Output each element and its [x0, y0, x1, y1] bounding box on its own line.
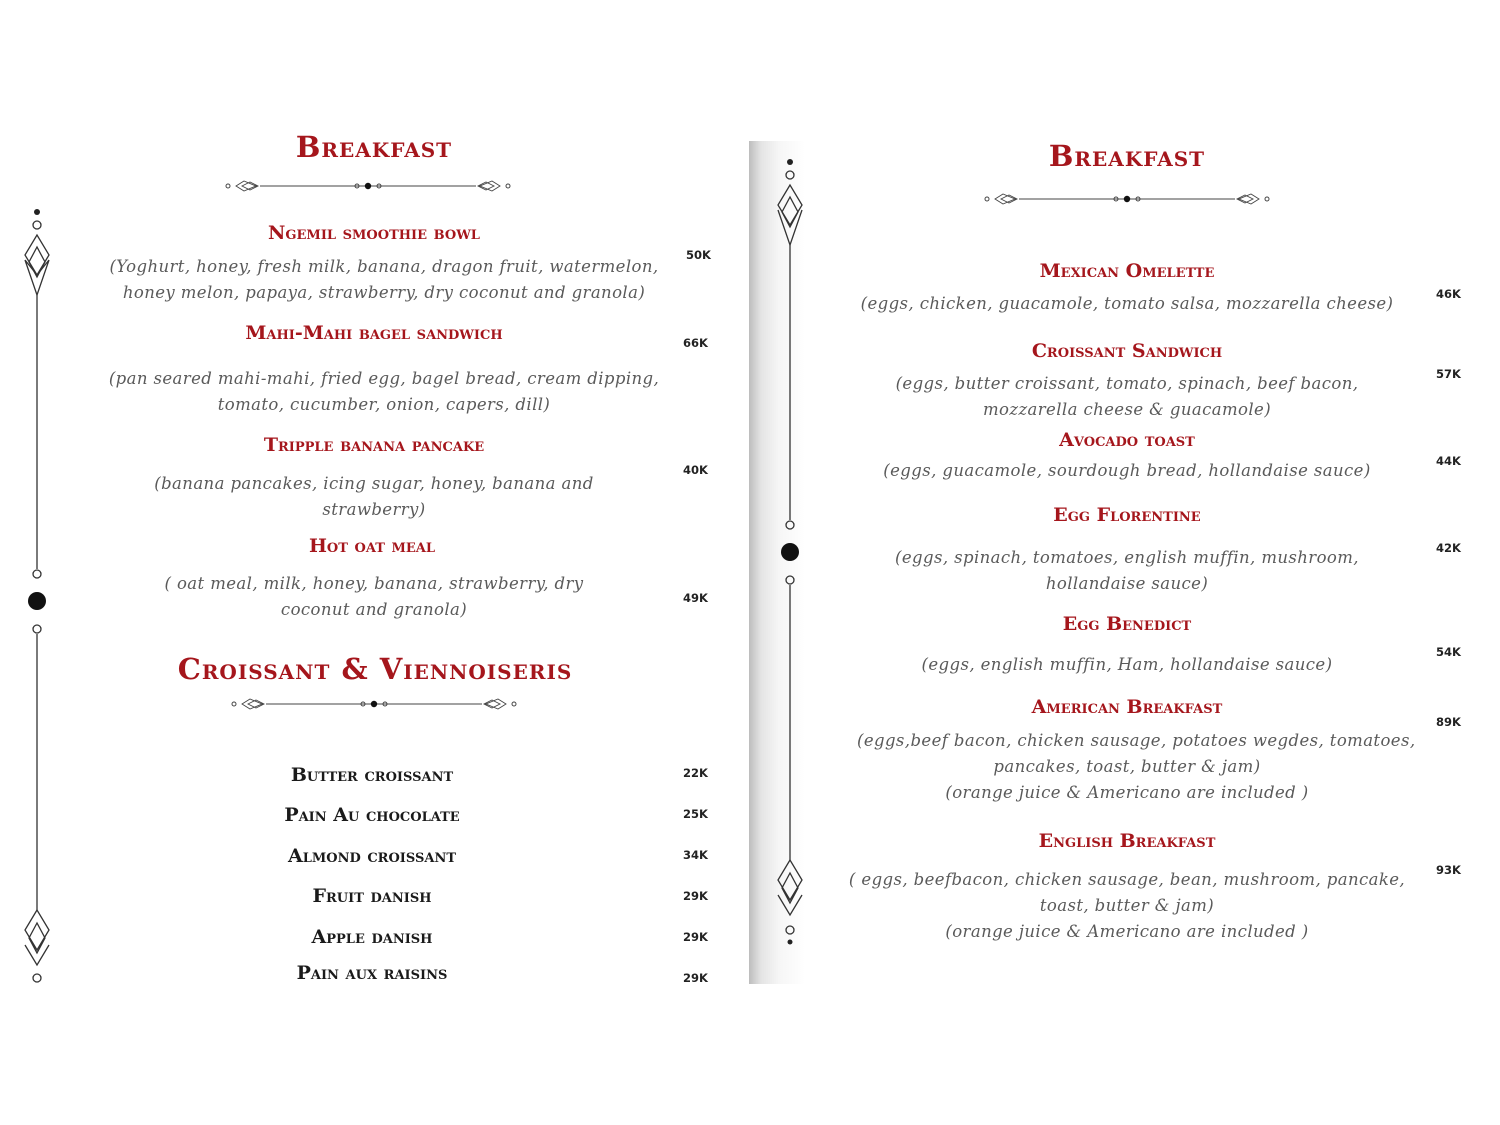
menu-item-price: 49K: [683, 591, 708, 605]
menu-item-name: English Breakfast: [1038, 830, 1216, 852]
menu-item-price: 89K: [1436, 715, 1461, 729]
menu-item-description: (pan seared mahi-mahi, fried egg, bagel bread, cream dipping, tomato, cucumber, onion, capers, dill): [108, 369, 660, 414]
pastry-item-name: Pain aux raisins: [296, 962, 448, 984]
pastry-item-price: 22K: [683, 766, 708, 780]
menu-item-price: 93K: [1436, 863, 1461, 877]
menu-item-name: Egg Benedict: [1062, 613, 1192, 635]
menu-item-description: (eggs, chicken, guacamole, tomato salsa, mozzarella cheese): [860, 294, 1394, 313]
right-breakfast-title: Breakfast: [1048, 139, 1206, 173]
menu-item-price: 46K: [1436, 287, 1461, 301]
menu-item-name: Mahi-Mahi bagel sandwich: [245, 322, 503, 344]
menu-item-price: 40K: [683, 463, 708, 477]
pastry-item-price: 29K: [683, 889, 708, 903]
pastry-last-clip: [222, 962, 522, 986]
menu-item-description: (eggs, guacamole, sourdough bread, hollandaise sauce): [883, 461, 1371, 480]
menu-item-name: Tripple banana pancake: [263, 434, 485, 456]
menu-item-description: ( eggs, beefbacon, chicken sausage, bean, mushroom, pancake, toast, butter & jam) (orange juice & Americano are included ): [848, 870, 1406, 941]
menu-item-name: Hot oat meal: [308, 535, 436, 557]
menu-item-price: 42K: [1436, 541, 1461, 555]
pastry-item-price: 25K: [683, 807, 708, 821]
vertical-ornament-left: [20, 205, 54, 990]
menu-item-price: 44K: [1436, 454, 1461, 468]
menu-item-name: Avocado toast: [1059, 429, 1195, 451]
menu-item-description: (Yoghurt, honey, fresh milk, banana, dragon fruit, watermelon, honey melon, papaya, strawberry, dry coconut and granola): [109, 257, 659, 302]
menu-item-name: Croissant Sandwich: [1031, 340, 1223, 362]
menu-item-name: Ngemil smoothie bowl: [268, 222, 480, 244]
menu-item-description: (banana pancakes, icing sugar, honey, banana and strawberry): [154, 474, 594, 519]
pastry-item-name: Butter croissant: [290, 764, 454, 786]
menu-item-name: Mexican Omelette: [1039, 260, 1215, 282]
left-breakfast-title: Breakfast: [295, 130, 453, 164]
menu-item-price: 50K: [686, 248, 711, 262]
menu-item-price: 66K: [683, 336, 708, 350]
menu-item-name: American Breakfast: [1031, 696, 1223, 718]
pastry-item-name: Pain Au chocolate: [284, 804, 460, 826]
pastry-item-name: Apple danish: [311, 926, 433, 948]
menu-item-description: (eggs,beef bacon, chicken sausage, potatoes wegdes, tomatoes, pancakes, toast, butter & jam) (orange juice & Americano are included ): [857, 731, 1416, 802]
pastry-item-price: 34K: [683, 848, 708, 862]
pastry-item-name: Fruit danish: [312, 885, 432, 907]
left-breakfast-divider: [222, 178, 514, 194]
pastry-item-price: 29K: [683, 971, 708, 985]
menu-item-description: (eggs, butter croissant, tomato, spinach, beef bacon, mozzarella cheese & guacamole): [895, 374, 1359, 419]
pastry-item-price: 29K: [683, 930, 708, 944]
vertical-ornament-right: [774, 155, 808, 950]
menu-item-price: 54K: [1436, 645, 1461, 659]
pastry-section-title: Croissant & Viennoiseris: [177, 652, 573, 686]
menu-item-description: (eggs, spinach, tomatoes, english muffin, mushroom, hollandaise sauce): [895, 548, 1359, 593]
menu-item-description: ( oat meal, milk, honey, banana, strawberry, dry coconut and granola): [164, 574, 584, 619]
right-breakfast-divider: [981, 191, 1273, 207]
pastry-item-name: Almond croissant: [287, 845, 457, 867]
pastry-section-divider: [228, 696, 520, 712]
menu-item-description: (eggs, english muffin, Ham, hollandaise sauce): [921, 655, 1333, 674]
menu-item-price: 57K: [1436, 367, 1461, 381]
menu-item-name: Egg Florentine: [1053, 504, 1201, 526]
